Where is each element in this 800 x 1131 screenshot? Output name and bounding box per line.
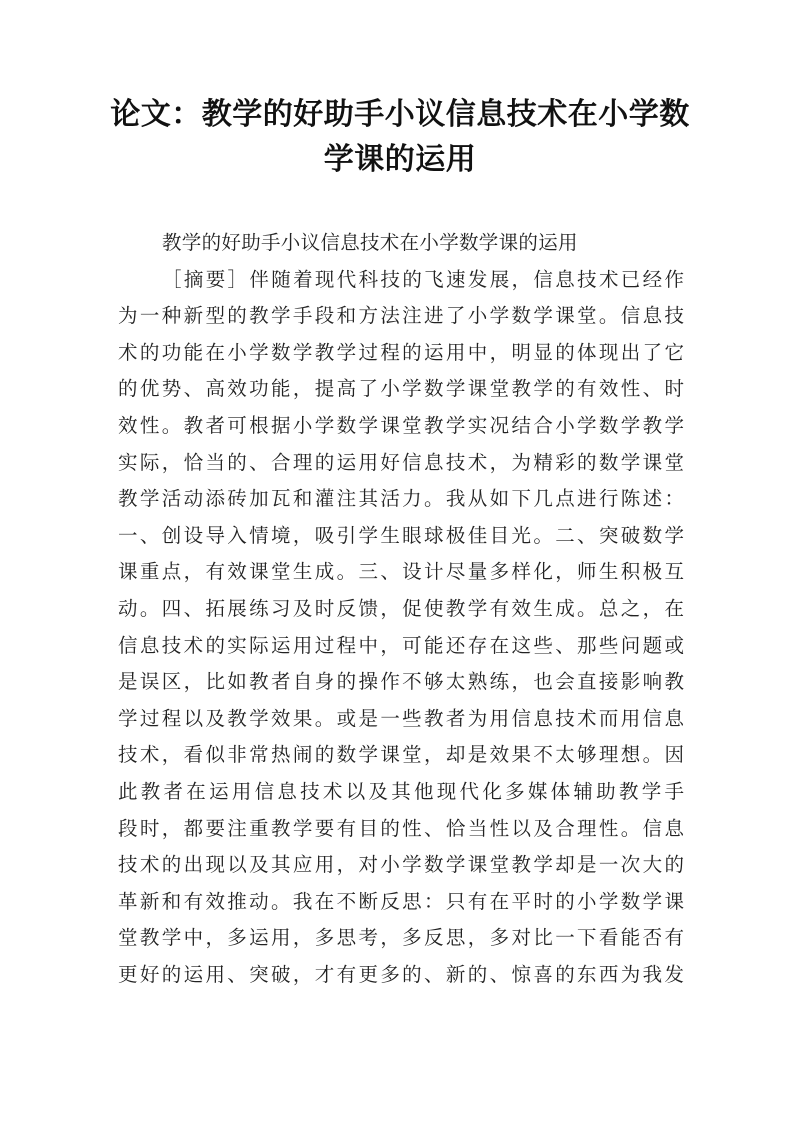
paragraph-line: 教学活动添砖加瓦和灌注其活力。我从如下几点进行陈述：	[118, 487, 684, 511]
paragraph-line: 技术的出现以及其应用，对小学数学课堂教学却是一次大的	[118, 853, 684, 877]
paragraph-line: 的优势、高效功能，提高了小学数学课堂教学的有效性、时	[118, 377, 684, 401]
paragraph-line: 效性。教者可根据小学数学课堂教学实况结合小学数学教学	[118, 413, 684, 437]
paragraph-line: 此教者在运用信息技术以及其他现代化多媒体辅助教学手	[118, 779, 684, 803]
paragraph-line: 是误区，比如教者自身的操作不够太熟练，也会直接影响教	[118, 670, 684, 694]
paragraph-line: 技术，看似非常热闹的数学课堂，却是效果不太够理想。因	[118, 743, 684, 767]
paragraph-line: 更好的运用、突破，才有更多的、新的、惊喜的东西为我发	[118, 962, 684, 986]
document-body	[118, 225, 684, 993]
paragraph-line: 课重点，有效课堂生成。三、设计尽量多样化，师生积极互	[118, 560, 684, 584]
paragraph-line: 信息技术的实际运用过程中，可能还存在这些、那些问题或	[118, 633, 684, 657]
title-line: 学课的运用	[323, 142, 477, 177]
paragraph-line: 革新和有效推动。我在不断反思：只有在平时的小学数学课	[118, 889, 684, 913]
paragraph-line: 段时，都要注重教学要有目的性、恰当性以及合理性。信息	[118, 816, 684, 840]
paragraph-line: 术的功能在小学数学教学过程的运用中，明显的体现出了它	[118, 340, 684, 364]
paragraph-line: 学过程以及教学效果。或是一些教者为用信息技术而用信息	[118, 706, 684, 730]
title-line: 论文：教学的好助手小议信息技术在小学数	[110, 97, 690, 132]
document-title	[100, 92, 700, 182]
paragraph-line: 一、创设导入情境，吸引学生眼球极佳目光。二、突破数学	[118, 523, 684, 547]
paragraph-line: ［摘要］伴随着现代科技的飞速发展，信息技术已经作	[162, 267, 684, 291]
paragraph-line: 实际，恰当的、合理的运用好信息技术，为精彩的数学课堂	[118, 450, 684, 474]
paragraph-line: 动。四、拓展练习及时反馈，促使教学有效生成。总之，在	[118, 596, 684, 620]
article-subtitle: 教学的好助手小议信息技术在小学数学课的运用	[162, 231, 578, 254]
paragraph-line: 堂教学中，多运用，多思考，多反思，多对比一下看能否有	[118, 926, 684, 950]
paragraph-line: 为一种新型的教学手段和方法注进了小学数学课堂。信息技	[118, 304, 684, 328]
